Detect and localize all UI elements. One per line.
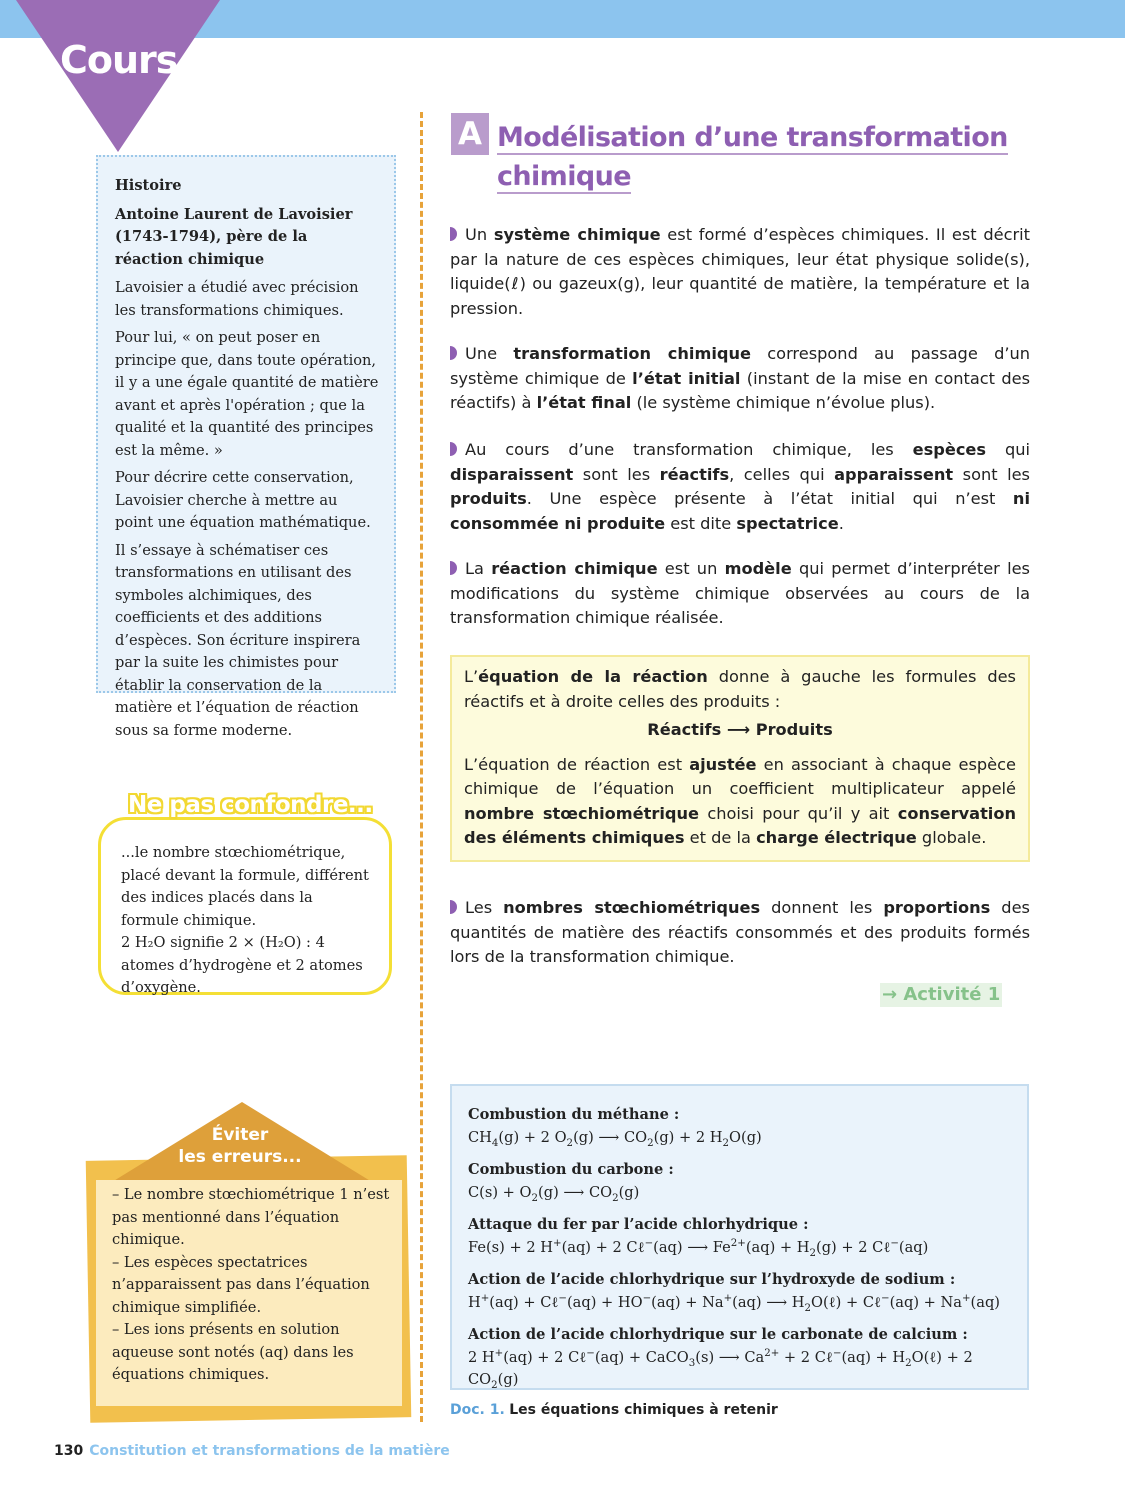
eviter-item: – Les ions présents en solution aqueuse sont notés (aq) dans les équations chimiques. [112,1321,354,1383]
histoire-subtitle: Antoine Laurent de Lavoisier (1743-1794), père de la réaction chimique [115,205,353,268]
doc-caption [450,1402,778,1418]
definition-box [450,655,1030,862]
equation: Fe(s) + 2 H+(aq) + 2 Cℓ−(aq) ⟶ $Fe^{2+}(aq) + H_2(g) + 2$ Cℓ−(aq) [468,1237,929,1259]
eviter-title [140,1124,340,1168]
bullet-icon [450,227,457,241]
bullet-icon [450,346,457,360]
bullet-icon [450,442,457,456]
doc-caption-number: Doc. 1. [450,1402,505,1418]
histoire-paragraph: Lavoisier a étudié avec précision les transformations chimiques. [115,279,359,319]
doc-caption-text: Les équations chimiques à retenir [509,1402,778,1418]
page-footer [54,1443,450,1459]
histoire-paragraph: Pour décrire cette conservation, Lavoisier cherche à mettre au point une équation mathématique. [115,469,371,531]
column-divider [420,112,423,1422]
equation-title: Action de l’acide chlorhydrique sur l’hydroxyde de sodium : [468,1271,956,1288]
paragraph-reaction: La réaction chimique est un modèle qui permet d’interpréter les modifications du système chimique observées au cours de la transformation chimique réalisée. [450,559,1030,627]
definition-formula: Réactifs ⟶ Produits [647,720,833,739]
paragraph-systeme: Un système chimique est formé d’espèces chimiques. Il est décrit par la nature de ces espèces chimiques, leur état physique solide(s), liquide(ℓ) ou gazeux(g), leur quantité de matière, la température et la pression. [450,225,1030,318]
equation-title: Combustion du méthane : [468,1106,680,1123]
eviter-item: – Le nombre stœchiométrique 1 n’est pas mentionné dans l’équation chimique. [112,1186,390,1248]
histoire-box [96,155,396,739]
activite-link[interactable]: → Activité 1 [882,984,1001,1005]
histoire-title: Histoire [115,177,182,194]
bullet-icon [450,900,457,914]
definition-adjusted: L’équation de réaction est ajustée en associant à chaque espèce chimique de l’équation un coefficient multiplicateur appelé nombre stœchiométrique choisi pour qu’il y ait conservation des éléments chimiques et de la charge électrique globale. [464,754,1016,847]
definition-intro: L’équation de la réaction donne à gauche les formules des réactifs et à droite celles des produits : [464,667,1016,711]
section-title [497,118,1037,196]
confondre-example: 2 H₂O signifie 2 × (H₂O) : 4 atomes d’hydrogène et 2 atomes d’oxygène. [121,934,363,996]
equation-title: Attaque du fer par l’acide chlorhydrique : [468,1216,809,1233]
eviter-item: – Les espèces spectatrices n’apparaissent pas dans l’équation chimique simplifiée. [112,1253,370,1316]
confondre-text: ...le nombre stœchiométrique, placé devant la formule, différent des indices placés dans la formule chimique. [121,844,369,929]
paragraph-especes: Au cours d’une transformation chimique, les espèces qui disparaissent sont les réactifs, celles qui apparaissent sont les produits. Une espèce présente à l’état initial qui n’est ni consommée ni produite est dite spectatrice. [450,440,1030,533]
eviter-title-line: Éviter [211,1125,269,1145]
paragraph-transformation: Une transformation chimique correspond au passage d’un système chimique de l’état initial (instant de la mise en contact des réactifs) à l’état final (le système chimique n’évolue plus). [450,344,1031,412]
paragraph-nombres: Les nombres stœchiométriques donnent les proportions des quantités de matière des réactifs consommés et des produits formés lors de la transformation chimique. [450,898,1030,966]
confondre-box [98,817,392,995]
section-title-line: Modélisation d’une transformation [497,122,1008,153]
eviter-box [96,1180,402,1406]
footer-chapter: Constitution et transformations de la matière [89,1443,450,1459]
equation-title: Action de l’acide chlorhydrique sur le carbonate de calcium : [468,1326,968,1343]
eviter-title-line: les erreurs... [178,1147,302,1167]
page-number: 130 [54,1443,84,1459]
equation-title: Combustion du carbone : [468,1161,674,1178]
equations-box [450,1084,1029,1390]
section-title-line: chimique [497,161,631,192]
histoire-paragraph: Pour lui, « on peut poser en principe que, dans toute opération, il y a une égale quantité de matière avant et après l'opération ; que la qualité et la quantité des principes est la même. » [115,329,379,459]
equation: $C(s) + O_2(g)$ ⟶ $CO_2(g)$ [468,1183,640,1204]
confondre-title: Ne pas confondre... [128,792,373,818]
equation: H+(aq) + Cℓ−(aq) + HO−(aq) + Na+(aq) ⟶ $H_2O(\ell)$ + Cℓ−(aq) + Na+(aq) [468,1292,1000,1314]
bullet-icon [450,561,457,575]
histoire-paragraph: Il s’essaye à schématiser ces transformations en utilisant des symboles alchimiques, des coefficients et des additions d’espèces. Son écriture inspirera par la suite les chimistes pour établir la conservation de la matière et l’équation de réaction sous sa forme moderne. [115,541,361,739]
equation: $CH_4(g) + 2$ $O_2(g)$ ⟶ $CO_2(g) + 2$ $H_2O(g)$ [468,1128,762,1149]
section-letter-badge: A [451,113,489,155]
cours-label: Cours [60,38,178,82]
equation: 2 H+(aq) + 2 Cℓ−(aq) + CaCO$_3$(s) ⟶ $Ca^{2+} + 2$ Cℓ−(aq) + $H_2O(\ell) + 2$ $CO_2(g)$ [468,1347,973,1391]
